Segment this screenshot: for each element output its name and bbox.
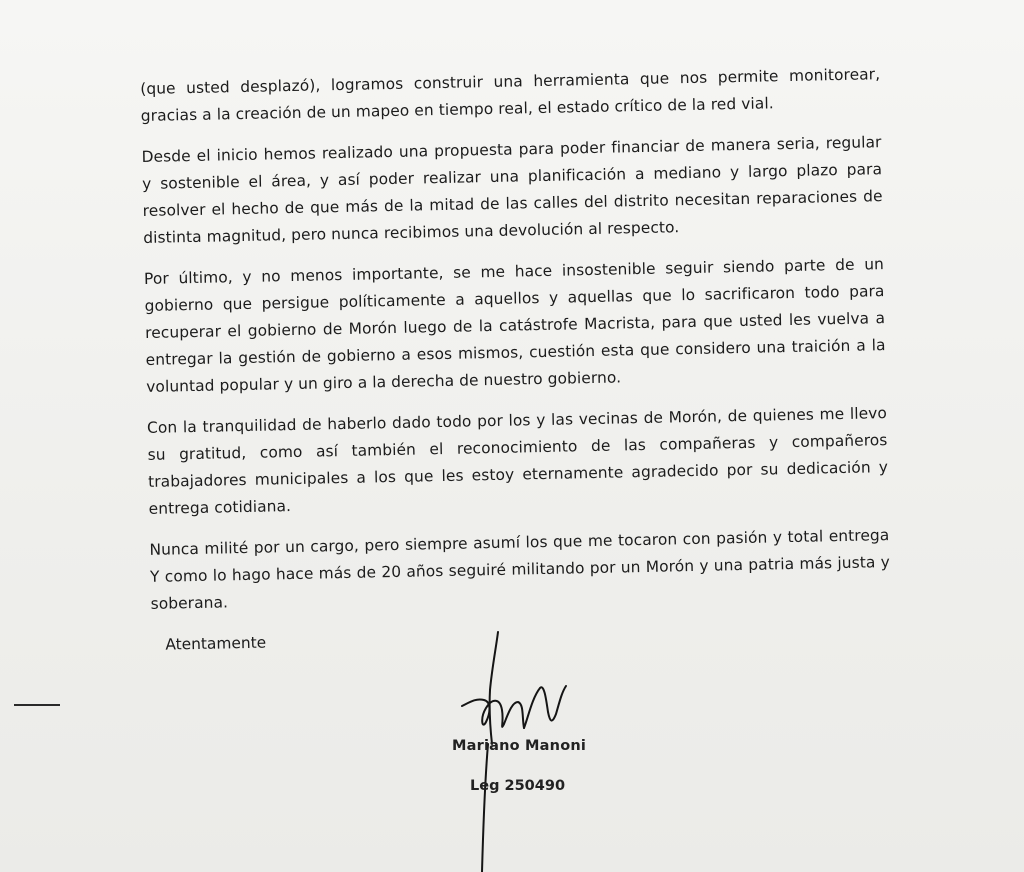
- closing-salutation: Atentamente: [165, 633, 267, 654]
- margin-mark: [14, 704, 60, 706]
- signer-name: Mariano Manoni: [452, 738, 587, 754]
- paragraph-1: (que usted desplazó), logramos construir una herramienta que nos permite monitorear, gracias a la creación de un mapeo en tiempo real, el estado crítico de la red vial.: [140, 65, 881, 125]
- paragraph-4: Con la tranquilidad de haberlo dado todo por los y las vecinas de Morón, de quienes me llevo su gratitud, como así también el reconocimiento de las compañeras y compañeros trabajadores municipales a los que les estoy eternamente agradecido por su dedicación y entrega cotidiana.: [146, 404, 889, 518]
- signer-legajo: Leg 250490: [470, 778, 566, 794]
- signature-block: [440, 628, 640, 872]
- paragraph-2: Desde el inicio hemos realizado una propuesta para poder financiar de manera seria, regular y sostenible el área, y así poder realizar una planificación a mediano y largo plazo para resolver el hecho de que más de la mitad de las calles del distrito necesitan reparaciones de distinta magnitud, pero nunca recibimos una devolución al respecto.: [141, 133, 883, 247]
- letter-body: [140, 61, 892, 659]
- paragraph-3: Por último, y no menos importante, se me hace insostenible seguir siendo parte de un gobierno que persigue políticamente a aquellos y aquellas que lo sacrificaron todo para recuperar el gobierno de Morón luego de la catástrofe Macrista, para que usted les vuelva a entregar la gestión de gobierno a esos mismos, cuestión esta que considero una traición a la voluntad popular y un giro a la derecha de nuestro gobierno.: [143, 255, 886, 396]
- paragraph-5: Nunca milité por un cargo, pero siempre asumí los que me tocaron con pasión y total entrega Y como lo hago hace más de 20 años seguiré militando por un Morón y una patria más justa y soberana.: [149, 526, 891, 613]
